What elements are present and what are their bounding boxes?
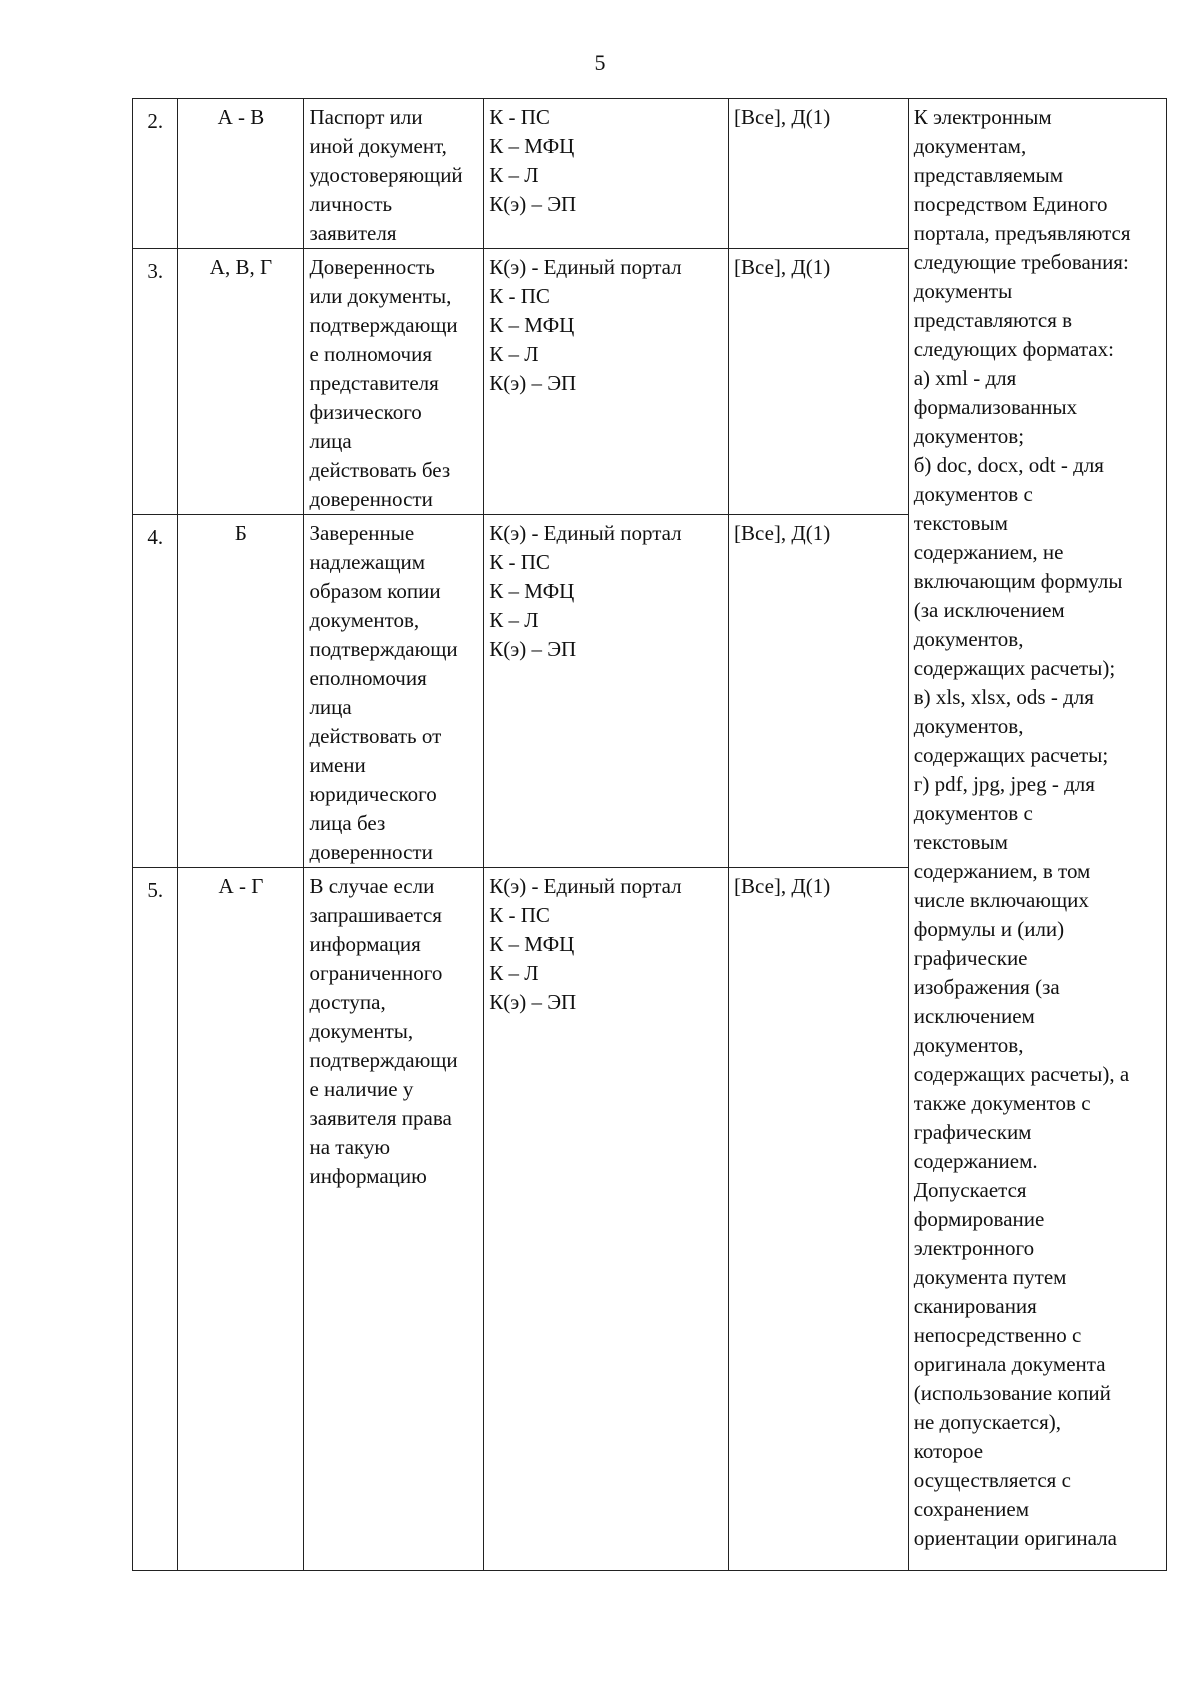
format-requirements <box>908 99 1166 1571</box>
channel-line: К – МФЦ <box>489 579 575 603</box>
requirements-line: содержанием, не <box>913 540 1064 564</box>
document-line: надлежащим <box>309 550 426 574</box>
requirements-line: содержанием. <box>913 1149 1038 1173</box>
channel-line: К - ПС <box>489 550 550 574</box>
row-number: 2. <box>133 99 178 249</box>
document-line: представителя <box>309 371 439 395</box>
channel-line: К(э) – ЭП <box>489 192 577 216</box>
requirements-line: непосредственно с <box>913 1323 1082 1347</box>
document-name <box>304 868 484 1571</box>
requirements-line: а) xml - для <box>913 366 1017 390</box>
requirements-line: документы <box>913 279 1013 303</box>
document-line: образом копии <box>309 579 441 603</box>
document-line: информация <box>309 932 421 956</box>
requirements-line: содержащих расчеты), а <box>913 1062 1130 1086</box>
applicant-categories: Б <box>178 515 304 868</box>
requirements-line: осуществляется с <box>913 1468 1071 1492</box>
document-name <box>304 99 484 249</box>
document-line: Заверенные <box>309 521 415 545</box>
requirements-line: г) pdf, jpg, jpeg - для <box>913 772 1095 796</box>
requirements-line: (использование копий <box>913 1381 1111 1405</box>
document-line: доверенности <box>309 840 433 864</box>
document-line: личность <box>309 192 393 216</box>
requirements-line: не допускается), <box>913 1410 1061 1434</box>
document-line: информацию <box>309 1164 427 1188</box>
row-number: 4. <box>133 515 178 868</box>
requirements-line: текстовым <box>913 511 1008 535</box>
channel-line: К - ПС <box>489 105 550 129</box>
document-line: подтверждающи <box>309 313 458 337</box>
document-line: юридического <box>309 782 437 806</box>
document-line: физического <box>309 400 422 424</box>
requirements-line: также документов с <box>913 1091 1091 1115</box>
document-line: доступа, <box>309 990 386 1014</box>
document-line: удостоверяющий <box>309 163 463 187</box>
requirements-line: (за исключением <box>913 598 1065 622</box>
requirements-line: документов, <box>913 627 1024 651</box>
row-number: 3. <box>133 249 178 515</box>
requirements-line: электронного <box>913 1236 1035 1260</box>
document-line: имени <box>309 753 366 777</box>
requirements-line: документов, <box>913 714 1024 738</box>
requirements-line: посредством Единого <box>913 192 1108 216</box>
document-line: ограниченного <box>309 961 443 985</box>
requirements-line: представляются в <box>913 308 1073 332</box>
document-line: подтверждающи <box>309 637 458 661</box>
channel-line: К(э) – ЭП <box>489 637 577 661</box>
submitters: [Все], Д(1) <box>729 515 909 868</box>
requirements-line: документов с <box>913 801 1033 825</box>
document-line: лица <box>309 429 352 453</box>
requirements-line: содержащих расчеты; <box>913 743 1109 767</box>
channel-line: К – МФЦ <box>489 134 575 158</box>
applicant-categories: А, В, Г <box>178 249 304 515</box>
requirements-line: документов; <box>913 424 1025 448</box>
document-line: иной документ, <box>309 134 447 158</box>
channel-line: К(э) – ЭП <box>489 371 577 395</box>
document-line: еполномочия <box>309 666 427 690</box>
document-line: на такую <box>309 1135 391 1159</box>
requirements-line: сканирования <box>913 1294 1037 1318</box>
submission-channels <box>484 249 729 515</box>
document-line: или документы, <box>309 284 452 308</box>
document-line: е наличие у <box>309 1077 414 1101</box>
document-line: лица <box>309 695 352 719</box>
documents-table <box>132 98 1167 1571</box>
requirements-line: ориентации оригинала <box>913 1526 1117 1550</box>
requirements-line: числе включающих <box>913 888 1089 912</box>
submission-channels <box>484 99 729 249</box>
channel-line: К(э) - Единый портал <box>489 874 682 898</box>
requirements-line: б) doc, docx, odt - для <box>913 453 1104 477</box>
document-line: Паспорт или <box>309 105 423 129</box>
document-line: заявителя <box>309 221 397 245</box>
requirements-line: следующие требования: <box>913 250 1129 274</box>
document-line: документы, <box>309 1019 414 1043</box>
requirements-line: формализованных <box>913 395 1078 419</box>
requirements-line: сохранением <box>913 1497 1029 1521</box>
channel-line: К(э) – ЭП <box>489 990 577 1014</box>
submission-channels <box>484 868 729 1571</box>
document-line: подтверждающи <box>309 1048 458 1072</box>
channel-line: К – Л <box>489 163 539 187</box>
requirements-line: следующих форматах: <box>913 337 1114 361</box>
requirements-line: изображения (за <box>913 975 1060 999</box>
requirements-line: графические <box>913 946 1028 970</box>
applicant-categories: А - В <box>178 99 304 249</box>
submitters: [Все], Д(1) <box>729 868 909 1571</box>
requirements-line: портала, предъявляются <box>913 221 1131 245</box>
requirements-line: исключением <box>913 1004 1035 1028</box>
document-name <box>304 249 484 515</box>
requirements-line: графическим <box>913 1120 1032 1144</box>
row-number: 5. <box>133 868 178 1571</box>
channel-line: К - ПС <box>489 284 550 308</box>
channel-line: К – Л <box>489 961 539 985</box>
requirements-line: содержащих расчеты); <box>913 656 1116 680</box>
requirements-line: документов с <box>913 482 1033 506</box>
document-line: доверенности <box>309 487 433 511</box>
requirements-line: в) xls, xlsx, ods - для <box>913 685 1094 709</box>
document-name <box>304 515 484 868</box>
page-number: 5 <box>594 50 606 75</box>
document-line: документов, <box>309 608 420 632</box>
document-line: В случае если <box>309 874 435 898</box>
requirements-line: документа путем <box>913 1265 1067 1289</box>
document-line: е полномочия <box>309 342 433 366</box>
channel-line: К – Л <box>489 342 539 366</box>
requirements-line: включающим формулы <box>913 569 1123 593</box>
requirements-line: формулы и (или) <box>913 917 1065 941</box>
requirements-line: формирование <box>913 1207 1045 1231</box>
channel-line: К – Л <box>489 608 539 632</box>
document-line: лица без <box>309 811 386 835</box>
table-row <box>133 99 1167 249</box>
applicant-categories: А - Г <box>178 868 304 1571</box>
channel-line: К(э) - Единый портал <box>489 255 682 279</box>
requirements-line: документов, <box>913 1033 1024 1057</box>
document-line: действовать без <box>309 458 451 482</box>
requirements-line: документам, <box>913 134 1027 158</box>
document-line: запрашивается <box>309 903 442 927</box>
document-line: Доверенность <box>309 255 435 279</box>
requirements-line: Допускается <box>913 1178 1027 1202</box>
requirements-line: текстовым <box>913 830 1008 854</box>
submitters: [Все], Д(1) <box>729 99 909 249</box>
channel-line: К – МФЦ <box>489 932 575 956</box>
requirements-line: представляемым <box>913 163 1064 187</box>
requirements-line: К электронным <box>913 105 1052 129</box>
requirements-line: оригинала документа <box>913 1352 1106 1376</box>
requirements-line: содержанием, в том <box>913 859 1091 883</box>
channel-line: К – МФЦ <box>489 313 575 337</box>
document-line: действовать от <box>309 724 442 748</box>
requirements-line: которое <box>913 1439 984 1463</box>
document-line: заявителя права <box>309 1106 452 1130</box>
channel-line: К(э) - Единый портал <box>489 521 682 545</box>
channel-line: К - ПС <box>489 903 550 927</box>
submission-channels <box>484 515 729 868</box>
submitters: [Все], Д(1) <box>729 249 909 515</box>
